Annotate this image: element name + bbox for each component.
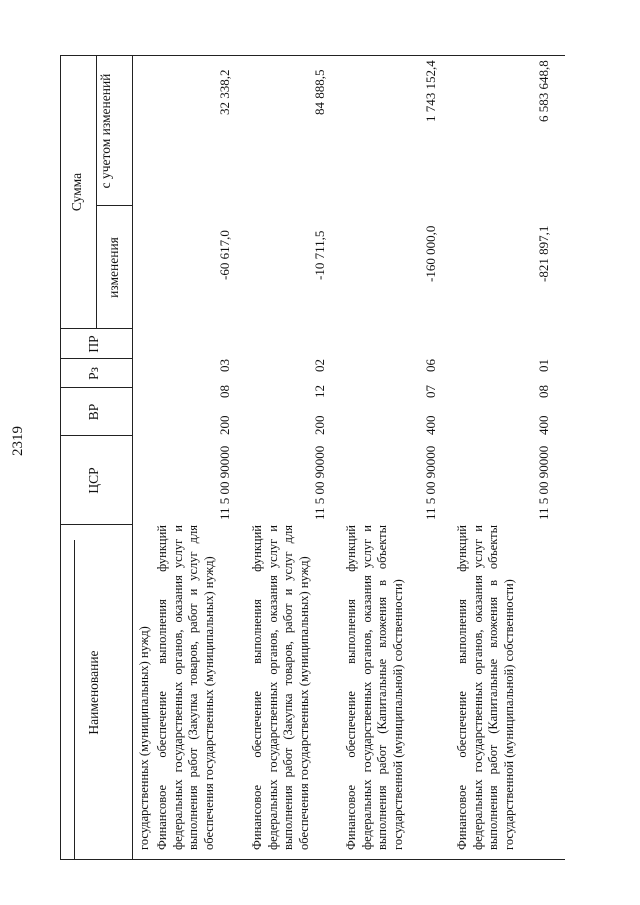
row-3-csr: 11 5 00 90000	[423, 445, 438, 520]
header-with-change: с учетом изменений	[98, 73, 113, 189]
continuation-text: государственных (муниципальных) нужд)	[137, 626, 151, 850]
row-2-pr: 02	[312, 359, 327, 372]
row-1-change: -60 617,0	[217, 230, 232, 280]
row-2-change: -10 711,5	[312, 230, 327, 280]
row-3-with-change: 1 743 152,4	[423, 60, 438, 122]
header-rz: Рз	[86, 367, 101, 380]
row-divider	[74, 540, 75, 860]
row-1-vr: 200	[217, 415, 232, 435]
row-2-csr: 11 5 00 90000	[312, 445, 327, 520]
header-name: Наименование	[86, 650, 101, 735]
row-4-rz: 08	[536, 385, 551, 398]
table-left-border	[60, 859, 565, 860]
row-4-pr: 01	[536, 359, 551, 372]
row-1-csr: 11 5 00 90000	[217, 445, 232, 520]
row-4-with-change: 6 583 648,8	[536, 60, 551, 122]
row-3-pr: 06	[423, 359, 438, 372]
row-2-vr: 200	[312, 415, 327, 435]
row-1-pr: 03	[217, 359, 232, 372]
row-3-rz: 07	[423, 385, 438, 398]
row-4-vr: 400	[536, 415, 551, 435]
row-1-rz: 08	[217, 385, 232, 398]
row-2-name: Финансовое обеспечение выполнения функций федеральных государственных органов, оказания услуг и выполнения работ (Закупка товаров, работ и услуг для обеспечения государственных (муниципальных) нужд)	[250, 525, 311, 850]
header-change: изменения	[106, 237, 121, 298]
row-4-change: -821 897,1	[536, 225, 551, 282]
table-top-border	[60, 55, 61, 860]
row-3-change: -160 000,0	[423, 225, 438, 282]
header-csr: ЦСР	[86, 467, 101, 494]
row-1-name: Финансовое обеспечение выполнения функций федеральных государственных органов, оказания услуг и выполнения работ (Закупка товаров, работ и услуг для обеспечения государственных (муниципальных) нужд)	[155, 525, 216, 850]
row-1-with-change: 32 338,2	[217, 69, 232, 115]
header-sum: Сумма	[69, 172, 84, 212]
header-bottom-border	[132, 55, 133, 860]
row-4-csr: 11 5 00 90000	[536, 445, 551, 520]
row-3-name: Финансовое обеспечение выполнения функций федеральных государственных органов, оказания услуг и выполнения работ (Капитальные вложения в объекты государственной (муниципальной) собственности)	[344, 525, 405, 850]
row-4-name: Финансовое обеспечение выполнения функций федеральных государственных органов, оказания услуг и выполнения работ (Капитальные вложения в объекты государственной (муниципальной) собственности)	[455, 525, 516, 850]
header-pr: ПР	[86, 335, 101, 353]
page-number: 2319	[10, 426, 26, 456]
budget-table	[60, 55, 565, 860]
row-3-vr: 400	[423, 415, 438, 435]
row-2-rz: 12	[312, 385, 327, 398]
row-2-with-change: 84 888,5	[312, 69, 327, 115]
table-right-border	[60, 55, 565, 56]
sum-subheader-border	[96, 55, 97, 329]
header-vr: ВР	[86, 403, 101, 421]
